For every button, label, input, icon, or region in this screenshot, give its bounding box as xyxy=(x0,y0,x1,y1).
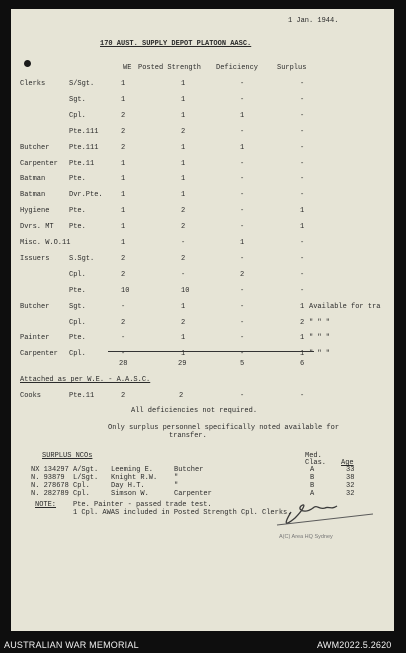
nco-med-class: A xyxy=(310,490,315,498)
nco-rank: Cpl. xyxy=(73,482,90,490)
total-posted: 29 xyxy=(178,360,187,368)
note-surplus-line2: transfer. xyxy=(169,432,207,440)
row-posted: 1 xyxy=(181,160,186,168)
cooks-surplus: - xyxy=(300,392,305,400)
row-deficiency: - xyxy=(240,160,245,168)
row-rank: S.Sgt. xyxy=(69,255,95,263)
row-surplus: 1 xyxy=(300,207,305,215)
note-label: NOTE: xyxy=(35,501,57,509)
row-unit: Issuers xyxy=(20,255,50,263)
nco-rank: A/Sgt. xyxy=(73,466,99,474)
surplus-heading: SURPLUS NCOs xyxy=(42,452,93,460)
row-note: " " " xyxy=(309,319,331,327)
document-title: 170 AUST. SUPPLY DEPOT PLATOON AASC. xyxy=(100,40,252,48)
row-deficiency: 1 xyxy=(240,112,245,120)
nco-rank: Cpl. xyxy=(73,490,90,498)
nco-trade: Butcher xyxy=(174,466,204,474)
row-rank: Pte. xyxy=(69,287,86,295)
row-deficiency: - xyxy=(240,96,245,104)
row-surplus: 2 xyxy=(300,319,305,327)
nco-age: 33 xyxy=(346,466,355,474)
signature xyxy=(273,492,373,532)
nco-name: Simson W. xyxy=(111,490,149,498)
row-surplus: 1 xyxy=(300,223,305,231)
nco-name: Leeming E. xyxy=(111,466,154,474)
row-deficiency: 1 xyxy=(240,144,245,152)
row-deficiency: - xyxy=(240,80,245,88)
row-posted: 2 xyxy=(181,223,186,231)
nco-trade: " xyxy=(174,482,179,490)
row-we: 2 xyxy=(121,128,126,136)
row-we: 1 xyxy=(121,175,126,183)
row-rank: Cpl. xyxy=(69,319,86,327)
nco-number: N. 93879 xyxy=(31,474,65,482)
row-surplus: - xyxy=(300,255,305,263)
row-posted: 1 xyxy=(181,175,186,183)
row-rank: Pte. xyxy=(69,207,86,215)
row-posted: 2 xyxy=(181,319,186,327)
row-rank: Pte. xyxy=(69,175,86,183)
row-rank: Sgt. xyxy=(69,303,86,311)
nco-number: NX 134297 xyxy=(31,466,69,474)
row-posted: 1 xyxy=(181,112,186,120)
cooks-rank: Pte.11 xyxy=(69,392,95,400)
row-rank: S/Sgt. xyxy=(69,80,95,88)
total-deficiency: 5 xyxy=(240,360,245,368)
footnote-painter: Pte. Painter - passed trade test. xyxy=(73,501,212,509)
cooks-posted: 2 xyxy=(179,392,184,400)
row-unit: Batman xyxy=(20,175,46,183)
row-surplus: - xyxy=(300,144,305,152)
row-posted: 2 xyxy=(181,207,186,215)
row-we: 1 xyxy=(121,191,126,199)
row-unit: Carpenter xyxy=(20,350,58,358)
row-surplus: - xyxy=(300,80,305,88)
row-posted: 1 xyxy=(181,334,186,342)
row-rank: Cpl. xyxy=(69,271,86,279)
row-surplus: - xyxy=(300,96,305,104)
nco-med-class: B xyxy=(310,474,315,482)
footnote-awas: 1 Cpl. AWAS included in Posted Strength Cpl. Clerks. xyxy=(73,509,292,517)
row-we: 2 xyxy=(121,319,126,327)
row-deficiency: - xyxy=(240,319,245,327)
row-surplus: - xyxy=(300,175,305,183)
document-page xyxy=(11,9,394,631)
row-posted: 1 xyxy=(181,191,186,199)
header-surplus: Surplus xyxy=(277,64,307,72)
area-stamp: A(C) Area HQ Sydney xyxy=(279,534,333,540)
row-we: - xyxy=(121,334,126,342)
footer-bar xyxy=(0,638,406,653)
row-unit: Butcher xyxy=(20,144,50,152)
row-deficiency: 2 xyxy=(240,271,245,279)
note-surplus-line1: Only surplus personnel specifically noted available for xyxy=(108,424,340,432)
row-unit: Hygiene xyxy=(20,207,50,215)
attached-heading: Attached as per W.E. - A.A.S.C. xyxy=(20,376,151,384)
row-we: 1 xyxy=(121,80,126,88)
row-unit: Batman xyxy=(20,191,46,199)
row-we: 2 xyxy=(121,271,126,279)
row-unit: Dvrs. MT xyxy=(20,223,54,231)
row-rank: Sgt. xyxy=(69,96,86,104)
row-surplus: - xyxy=(300,287,305,295)
totals-rule xyxy=(108,351,314,352)
row-we: 2 xyxy=(121,112,126,120)
row-rank: Pte. xyxy=(69,223,86,231)
row-rank: Cpl. xyxy=(69,350,86,358)
row-we: 10 xyxy=(121,287,130,295)
row-posted: 1 xyxy=(181,350,186,358)
row-we: 1 xyxy=(121,160,126,168)
row-deficiency: - xyxy=(240,255,245,263)
header-we: WE xyxy=(123,64,132,72)
row-deficiency: - xyxy=(240,223,245,231)
row-rank: Pte.111 xyxy=(69,128,99,136)
row-posted: 1 xyxy=(181,303,186,311)
row-we: 2 xyxy=(121,144,126,152)
row-surplus: - xyxy=(300,239,305,247)
row-we: 1 xyxy=(121,223,126,231)
footer-institution: AUSTRALIAN WAR MEMORIAL xyxy=(4,640,139,650)
row-rank: Cpl. xyxy=(69,112,86,120)
row-deficiency: 1 xyxy=(240,239,245,247)
cooks-unit: Cooks xyxy=(20,392,42,400)
row-deficiency: - xyxy=(240,175,245,183)
row-we: - xyxy=(121,350,126,358)
footer-accession: AWM2022.5.2620 xyxy=(317,640,392,650)
row-rank: Pte. xyxy=(69,334,86,342)
med-label-2: Clas. xyxy=(305,459,327,467)
row-posted: 1 xyxy=(181,96,186,104)
row-posted: 1 xyxy=(181,144,186,152)
nco-med-class: A xyxy=(310,466,315,474)
nco-med-class: B xyxy=(310,482,315,490)
nco-age: 32 xyxy=(346,490,355,498)
row-surplus: - xyxy=(300,160,305,168)
row-deficiency: - xyxy=(240,128,245,136)
row-unit: Carpenter xyxy=(20,160,58,168)
nco-trade: " xyxy=(174,474,179,482)
row-surplus: 1 xyxy=(300,350,305,358)
row-rank: Pte.111 xyxy=(69,144,99,152)
row-deficiency: - xyxy=(240,350,245,358)
document-date: 1 Jan. 1944. xyxy=(288,17,339,25)
row-we: 1 xyxy=(121,207,126,215)
nco-name: Day H.T. xyxy=(111,482,145,490)
row-deficiency: - xyxy=(240,207,245,215)
row-surplus: - xyxy=(300,112,305,120)
row-surplus: - xyxy=(300,191,305,199)
total-surplus: 6 xyxy=(300,360,305,368)
row-posted: 2 xyxy=(181,255,186,263)
row-rank: Pte.11 xyxy=(69,160,95,168)
nco-number: N. 282789 xyxy=(31,490,69,498)
row-surplus: - xyxy=(300,128,305,136)
row-unit: Butcher xyxy=(20,303,50,311)
row-surplus: 1 xyxy=(300,303,305,311)
nco-age: 38 xyxy=(346,474,355,482)
med-label-1: Med. xyxy=(305,452,322,460)
note-deficiencies: All deficiencies not required. xyxy=(131,407,258,415)
row-we: 1 xyxy=(121,239,126,247)
nco-name: Knight R.W. xyxy=(111,474,158,482)
row-note: Available for tra xyxy=(309,303,381,311)
row-deficiency: - xyxy=(240,191,245,199)
row-we: - xyxy=(121,303,126,311)
nco-age: 32 xyxy=(346,482,355,490)
row-posted: - xyxy=(181,271,186,279)
row-deficiency: - xyxy=(240,334,245,342)
age-label: Age xyxy=(341,459,354,467)
row-unit: Painter xyxy=(20,334,50,342)
row-unit: Clerks xyxy=(20,80,46,88)
row-posted: 10 xyxy=(181,287,190,295)
row-we: 1 xyxy=(121,96,126,104)
row-note: " " " xyxy=(309,350,331,358)
row-posted: 2 xyxy=(181,128,186,136)
cooks-deficiency: - xyxy=(240,392,245,400)
header-posted: Posted Strength xyxy=(138,64,202,72)
row-deficiency: - xyxy=(240,287,245,295)
row-posted: 1 xyxy=(181,80,186,88)
row-we: 2 xyxy=(121,255,126,263)
nco-trade: Carpenter xyxy=(174,490,212,498)
cooks-we: 2 xyxy=(121,392,126,400)
row-deficiency: - xyxy=(240,303,245,311)
row-note: " " " xyxy=(309,334,331,342)
row-surplus: - xyxy=(300,271,305,279)
nco-rank: L/Sgt. xyxy=(73,474,99,482)
total-we: 28 xyxy=(119,360,128,368)
row-posted: - xyxy=(181,239,186,247)
header-deficiency: Deficiency xyxy=(216,64,259,72)
punch-hole xyxy=(24,60,31,67)
nco-number: N. 278678 xyxy=(31,482,69,490)
row-unit: Misc. W.O.11 xyxy=(20,239,71,247)
row-surplus: 1 xyxy=(300,334,305,342)
row-rank: Dvr.Pte. xyxy=(69,191,103,199)
